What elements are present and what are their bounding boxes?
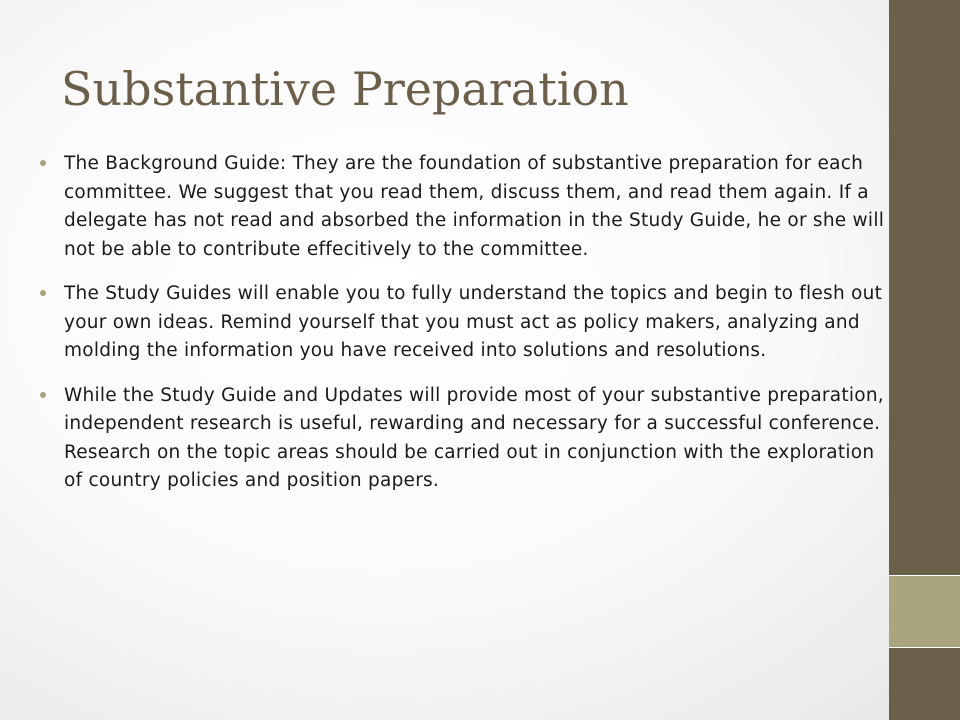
bullet-icon <box>40 290 46 296</box>
decorative-side-band <box>889 0 960 720</box>
bullet-list <box>40 150 888 512</box>
band-block-dark-top <box>889 0 960 576</box>
bullet-item <box>40 382 888 496</box>
slide-title: Substantive Preparation <box>61 62 629 116</box>
bullet-text: The Study Guides will enable you to fully understand the topics and begin to flesh out your own ideas. Remind yourself that you must act as policy makers, analyzing and molding the information you have received into solutions and resolutions. <box>64 283 883 361</box>
bullet-item <box>40 280 888 366</box>
band-block-dark-bottom <box>889 648 960 720</box>
bullet-text: The Background Guide: They are the foundation of substantive preparation for each committee. We suggest that you read them, discuss them, and read them again. If a delegate has not read and absorbed the information in the Study Guide, he or she will not be able to contribute effecitively to the committee. <box>64 153 885 260</box>
bullet-item <box>40 150 888 264</box>
band-block-light <box>889 576 960 648</box>
bullet-text: While the Study Guide and Updates will provide most of your substantive preparation, independent research is useful, rewarding and necessary for a successful conference. Research on the topic areas should be carried out in conjunction with the exploration of country policies and position papers. <box>64 384 884 491</box>
bullet-icon <box>40 160 46 166</box>
bullet-icon <box>40 392 46 398</box>
